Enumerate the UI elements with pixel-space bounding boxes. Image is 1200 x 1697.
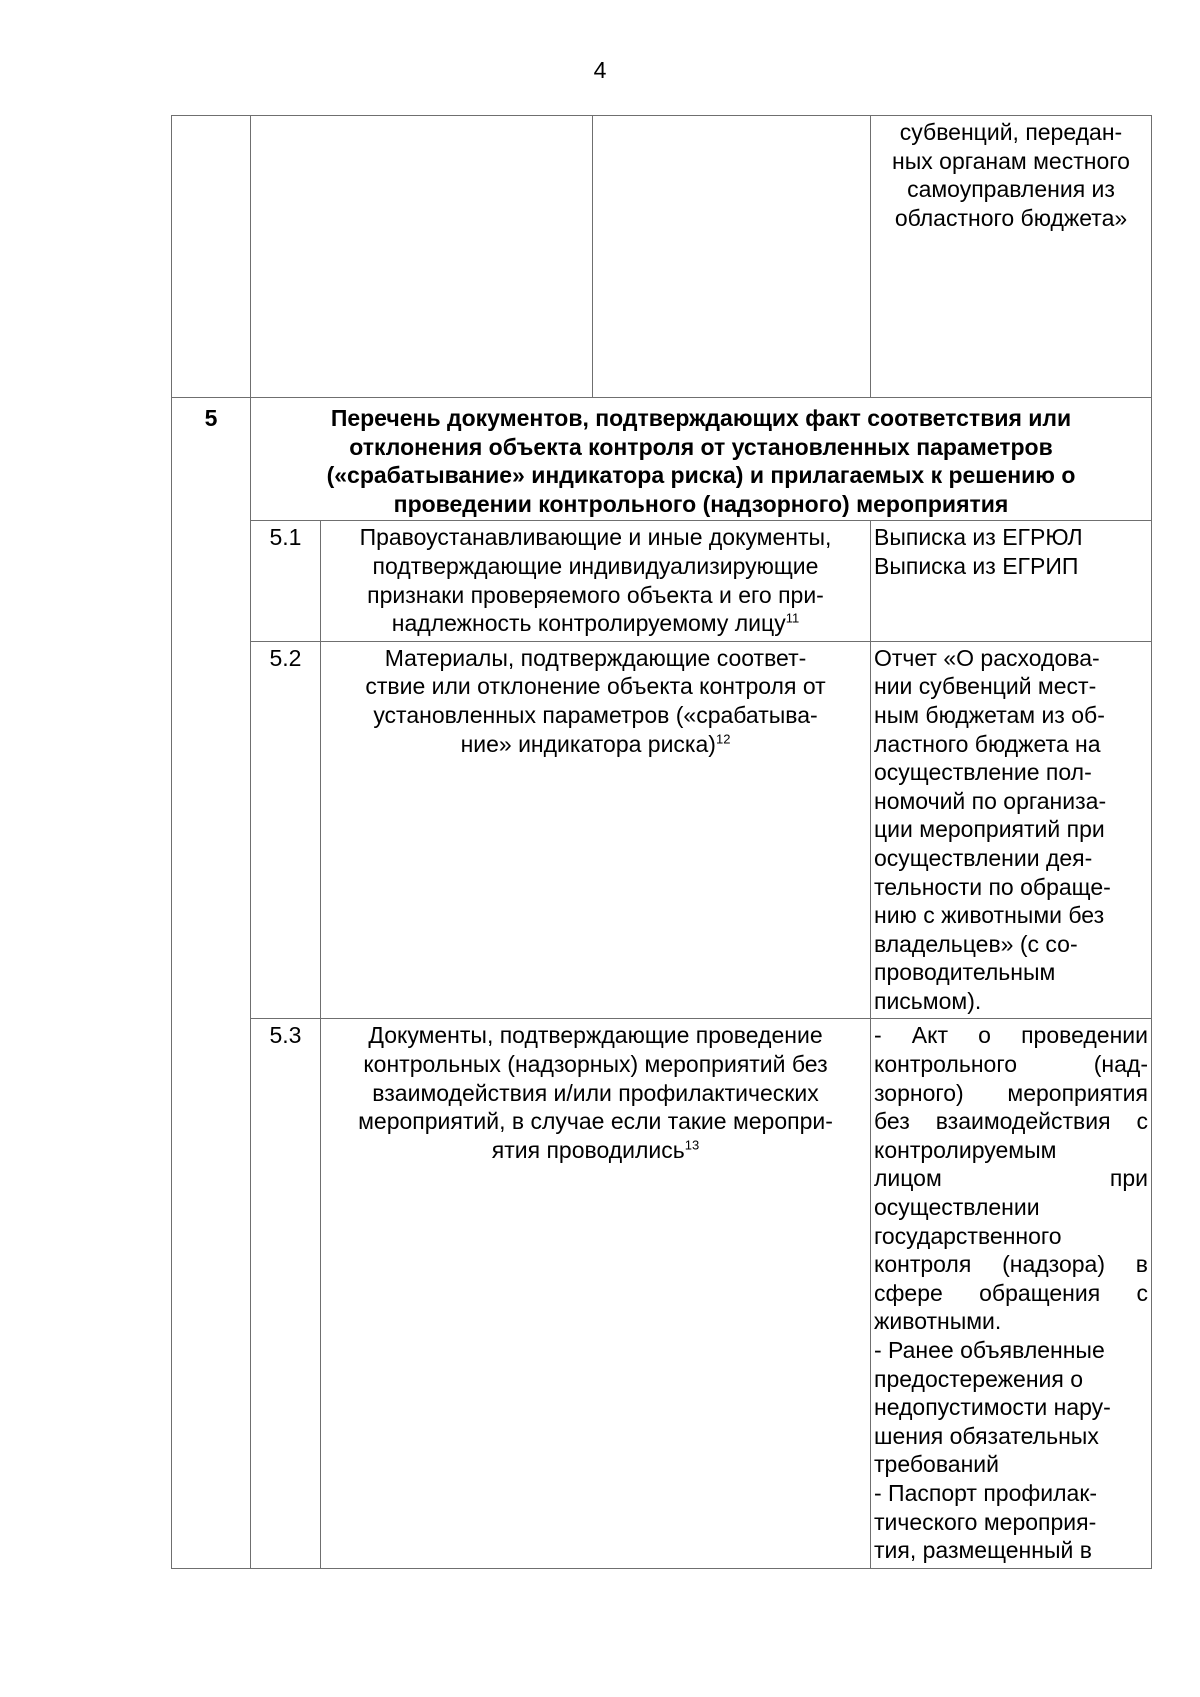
page-number: 4 (593, 57, 607, 83)
text-line: шения обязательных (874, 1422, 1099, 1449)
text-line: государственного (874, 1222, 1062, 1249)
section-title-line: проведении контрольного (надзорного) мероприятия (393, 490, 1009, 517)
text-line: недопустимости нару- (874, 1394, 1111, 1421)
text-line: тического мероприя- (874, 1508, 1097, 1535)
text-line: Выписка из ЕГРИП (874, 552, 1079, 579)
section-title-line: отклонения объекта контроля от установленных параметров (349, 433, 1053, 460)
text-line: нии субвенций мест- (874, 673, 1097, 700)
cell-num-empty (172, 116, 251, 398)
text-line: - Акт о проведении (874, 1022, 1148, 1049)
text-line: животными. (874, 1308, 1002, 1335)
text-line: предостережения о (874, 1365, 1083, 1392)
text-line: тельности по обраще- (874, 873, 1111, 900)
text-line: контроля (надзора) в (874, 1251, 1148, 1278)
item-documents (871, 521, 1152, 641)
table-row (172, 1019, 1152, 1568)
text-line: проводительным (874, 959, 1056, 986)
text-line: нию с животными без (874, 902, 1105, 929)
cell-empty-a (251, 116, 593, 398)
text-line: Отчет «О расходова- (874, 644, 1100, 671)
text-line (324, 1136, 867, 1165)
text-line: установленных параметров («срабатыва- (373, 701, 818, 728)
text-line: - Паспорт профилак- (874, 1479, 1098, 1506)
text-line: без взаимодействия с (874, 1108, 1148, 1135)
text-line: требований (874, 1451, 999, 1478)
item-documents (871, 641, 1152, 1019)
text-line: контролируемым (874, 1136, 1057, 1163)
text-fragment: надлежность контролируемому лицу (391, 610, 786, 637)
text-line: - Ранее объявленные (874, 1337, 1105, 1363)
text-line: осуществление пол- (874, 759, 1092, 786)
text-line: Правоустанавливающие и иные документы, (359, 524, 832, 551)
text-line (324, 730, 867, 759)
cell-continuation-text (871, 116, 1152, 398)
text-line: осуществлении (874, 1194, 1040, 1221)
text-line: зорного) мероприятия (874, 1079, 1148, 1106)
table-row-section-header (172, 398, 1152, 521)
text-line: ции мероприятий при (874, 816, 1105, 843)
text-fragment: ние» индикатора риска) (460, 730, 716, 757)
table-row (172, 641, 1152, 1019)
text-line: контрольных (надзорных) мероприятий без (363, 1051, 828, 1078)
text-line: письмом). (874, 987, 982, 1014)
text-line: тия, размещенный в (874, 1537, 1092, 1564)
table-row (172, 521, 1152, 641)
text-fragment: ятия проводились (491, 1136, 685, 1163)
item-number: 5.2 (251, 641, 321, 1019)
text-line: мероприятий, в случае если такие меропри- (358, 1108, 833, 1135)
text-line: признаки проверяемого объекта и его при- (367, 581, 824, 608)
item-number: 5.3 (251, 1019, 321, 1568)
section-title (251, 398, 1152, 521)
item-description (321, 1019, 871, 1568)
text-line: владельцев» (с со- (874, 930, 1078, 957)
text-line: осуществлении дея- (874, 844, 1093, 871)
text-line: сфере обращения с (874, 1279, 1148, 1306)
text-line: контрольного (над- (874, 1051, 1148, 1078)
cell-empty-b (593, 116, 871, 398)
section-title-line: («срабатывание» индикатора риска) и прилагаемых к решению о (326, 462, 1076, 489)
item-description (321, 521, 871, 641)
item-description (321, 641, 871, 1019)
section-title-line: Перечень документов, подтверждающих факт соответствия или (330, 405, 1072, 431)
text-line: лицом при (874, 1165, 1148, 1192)
text-line: субвенций, передан- (899, 119, 1123, 145)
text-line: ствие или отклонение объекта контроля от (365, 673, 826, 700)
text-line: Материалы, подтверждающие соответ- (384, 644, 807, 671)
text-line (324, 609, 867, 638)
text-line: ных органам местного (892, 147, 1130, 174)
text-line: Документы, подтверждающие проведение (368, 1022, 823, 1049)
text-line: номочий по организа- (874, 787, 1107, 814)
text-line: областного бюджета» (894, 204, 1128, 231)
footnote-ref: 11 (785, 610, 800, 626)
item-documents (871, 1019, 1152, 1568)
text-line: взаимодействия и/или профилактических (372, 1079, 819, 1106)
text-line: Выписка из ЕГРЮЛ (874, 524, 1083, 551)
table-row-continuation (172, 116, 1152, 398)
document-table (171, 115, 1152, 1569)
footnote-ref: 13 (684, 1137, 700, 1153)
footnote-ref: 12 (715, 730, 731, 746)
text-line: самоуправления из (907, 176, 1115, 203)
text-line: ластного бюджета на (874, 730, 1101, 757)
text-line: ным бюджетам из об- (874, 701, 1105, 728)
text-line: подтверждающие индивидуализирующие (372, 552, 819, 579)
item-number: 5.1 (251, 521, 321, 641)
section-number: 5 (172, 398, 251, 1569)
